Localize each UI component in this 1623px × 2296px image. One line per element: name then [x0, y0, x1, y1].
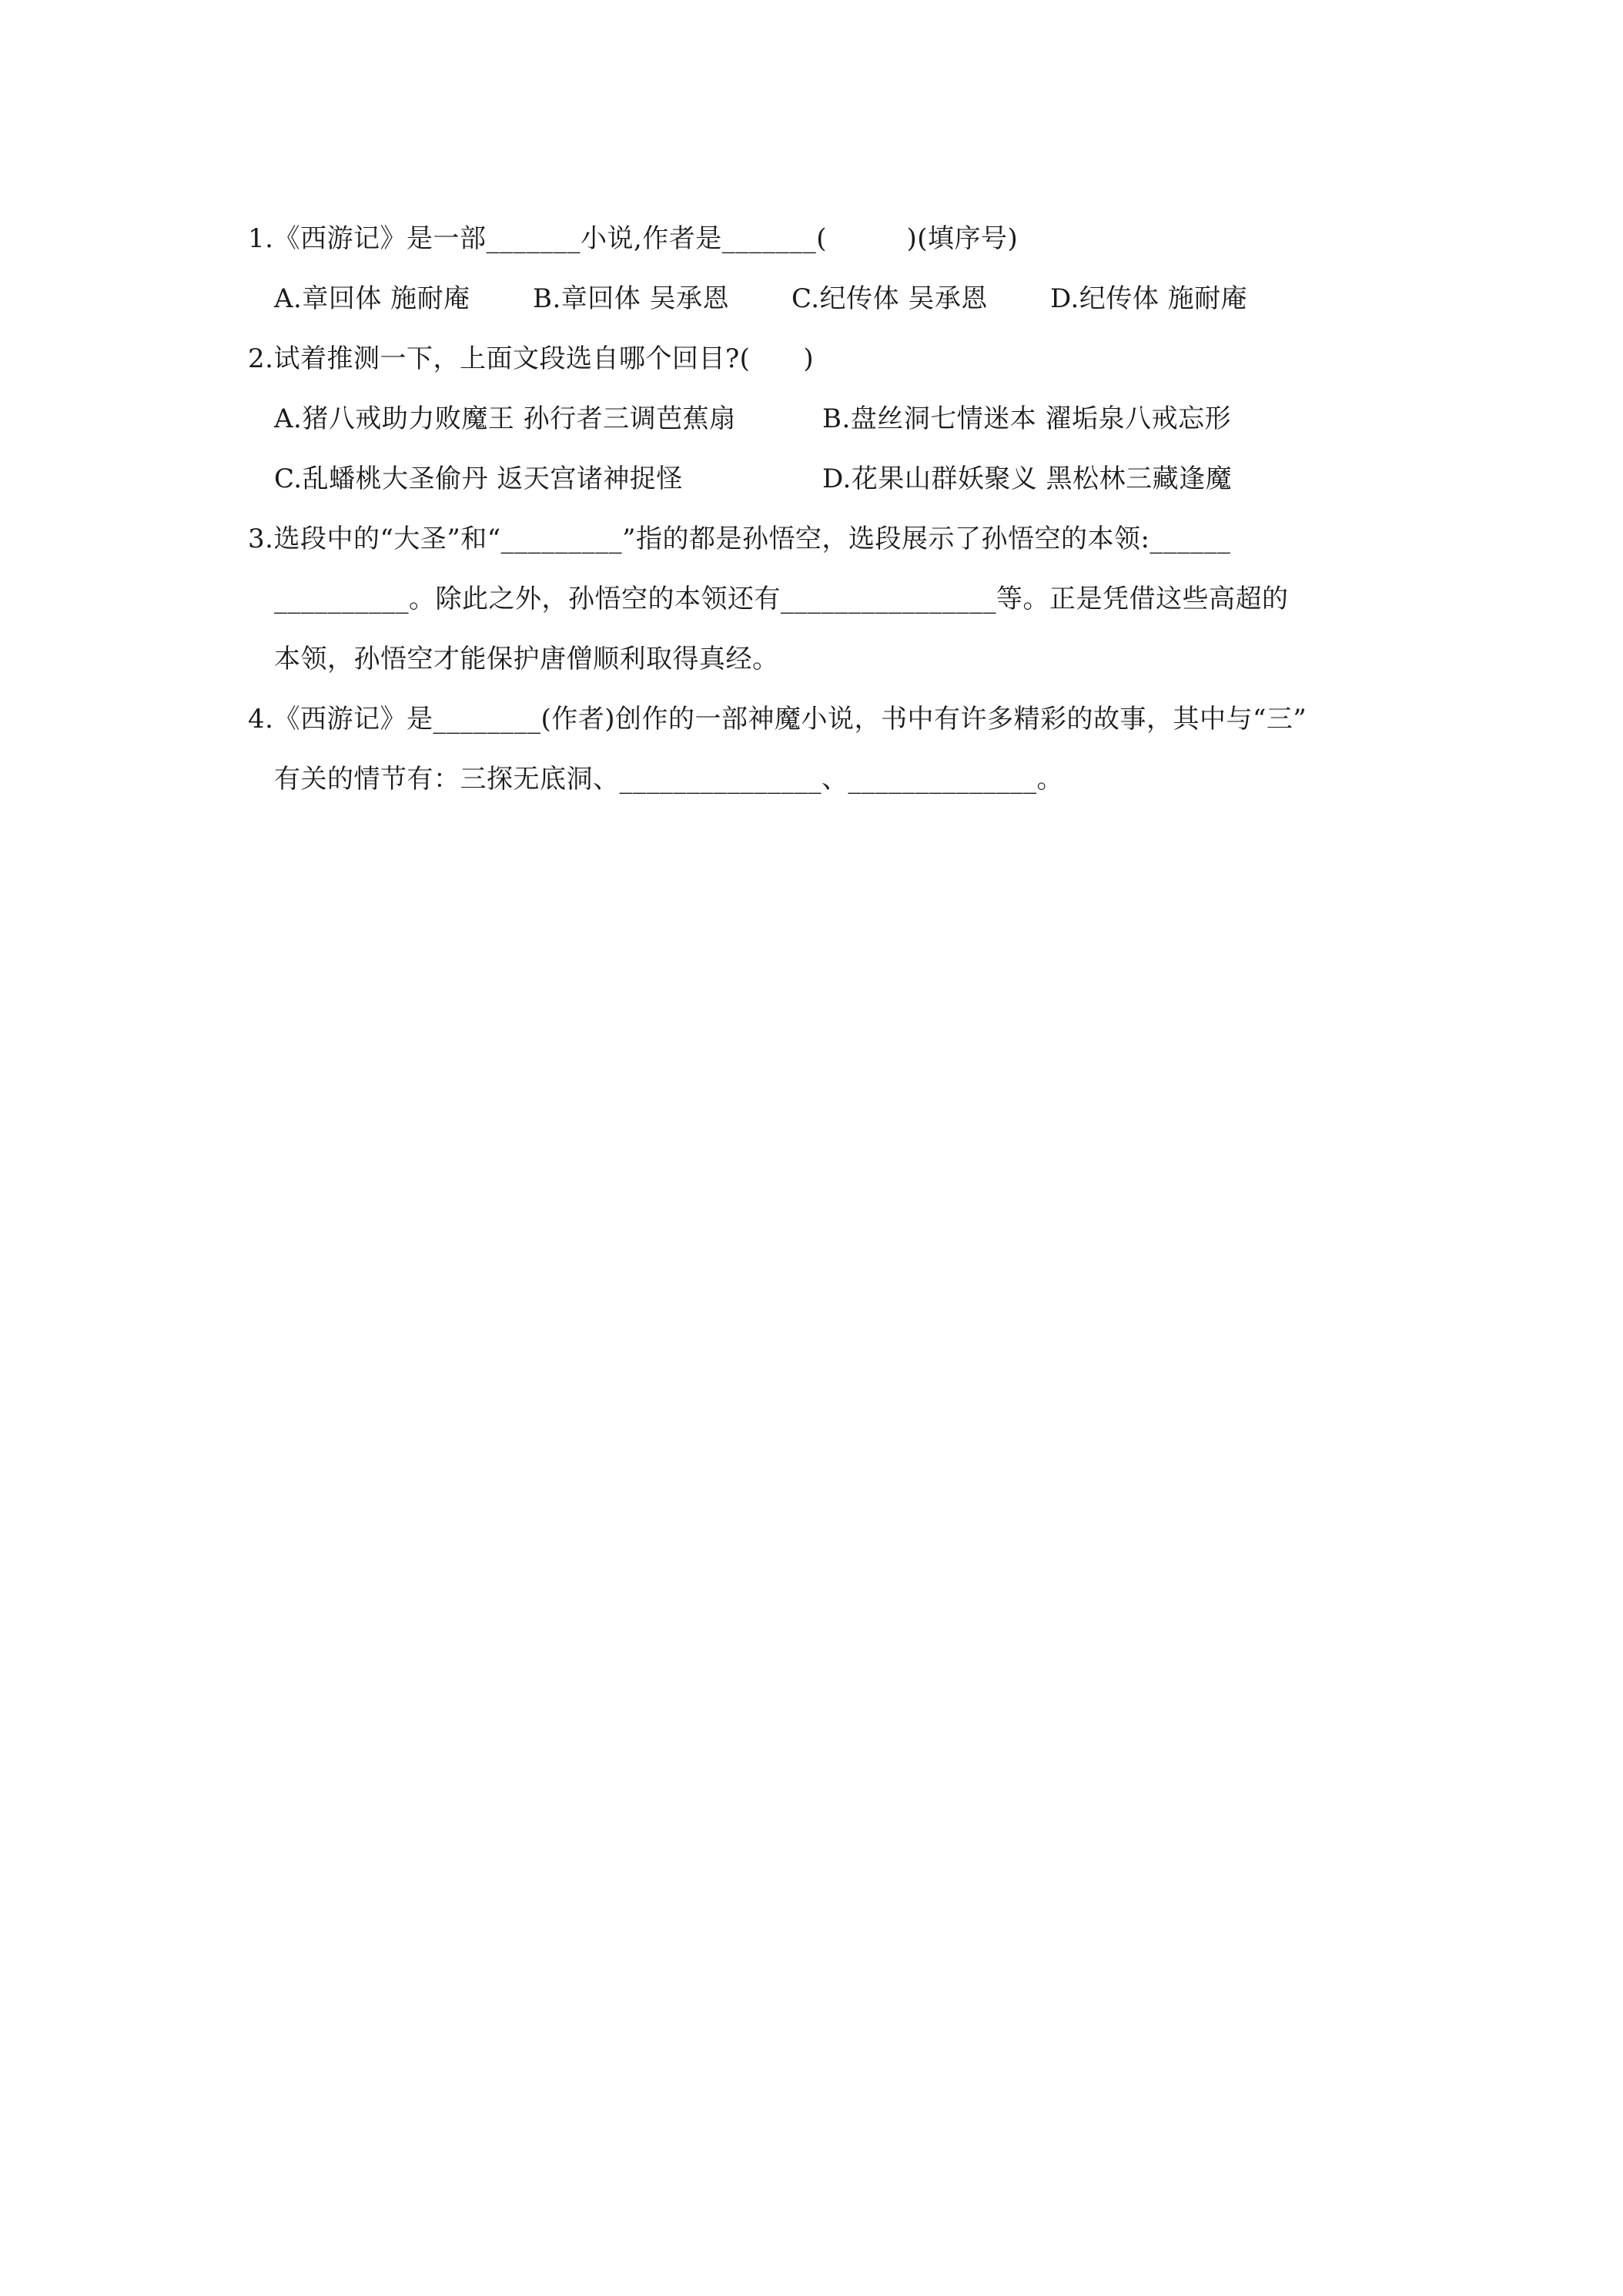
question-3-continuation-2: 本领，孙悟空才能保护唐僧顺利取得真经。 — [274, 644, 779, 674]
option-a: A.猪八戒助力败魔王 孙行者三调芭蕉扇 — [274, 403, 736, 434]
question-2-options-row-2 — [274, 462, 1233, 496]
question-2-options-row-1 — [274, 402, 1232, 436]
question-4-continuation: 有关的情节有：三探无底洞、_______________、______________。 — [274, 764, 1063, 795]
question-2-text: 2.试着推测一下，上面文段选自哪个回目?( ) — [248, 343, 815, 374]
option-c: C.纪传体 吴承恩 — [791, 283, 988, 314]
question-1-options — [274, 282, 1248, 316]
option-d: D.花果山群妖聚义 黑松林三藏逢魔 — [822, 464, 1233, 494]
question-3-text: 3.选段中的“大圣”和“_________”指的都是孙悟空，选段展示了孙悟空的本领:______ — [248, 524, 1231, 554]
question-3-continuation-1: __________。除此之外，孙悟空的本领还有________________等。正是凭借这些高超的 — [274, 584, 1289, 614]
option-b: B.盘丝洞七情迷本 濯垢泉八戒忘形 — [822, 403, 1232, 434]
question-4-text: 4.《西游记》是________(作者)创作的一部神魔小说，书中有许多精彩的故事，其中与“三” — [248, 704, 1307, 735]
option-d: D.纪传体 施耐庵 — [1050, 283, 1248, 314]
option-b: B.章回体 吴承恩 — [533, 283, 730, 314]
option-a: A.章回体 施耐庵 — [274, 283, 470, 314]
option-c: C.乱蟠桃大圣偷丹 返天宫诸神捉怪 — [274, 464, 683, 494]
question-1-text: 1.《西游记》是一部_______小说,作者是_______( )(填序号) — [248, 223, 1019, 254]
